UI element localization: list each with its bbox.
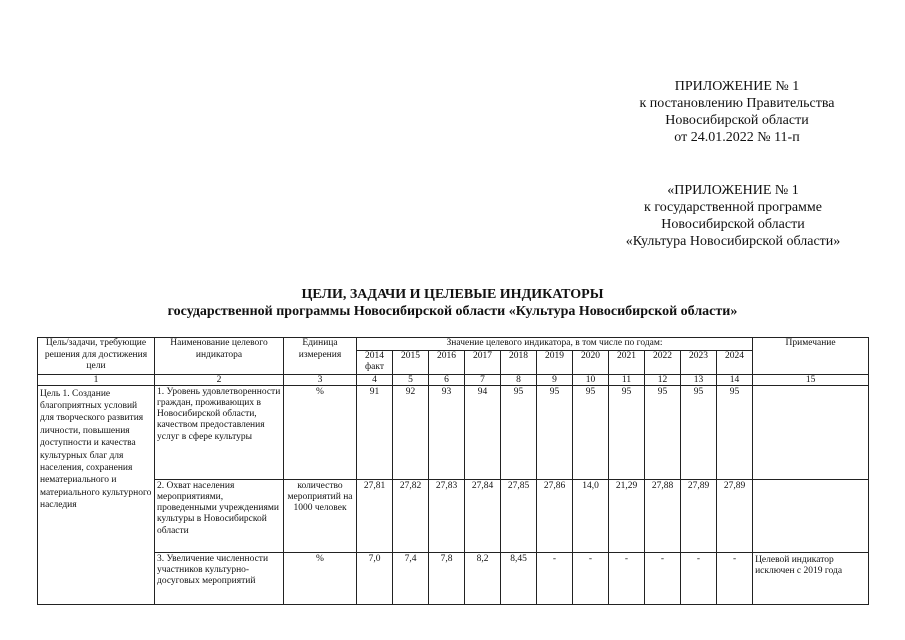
value-cell: 8,45 — [501, 552, 537, 604]
unit-cell: % — [284, 552, 357, 604]
column-number: 3 — [284, 374, 357, 385]
value-cell: 94 — [465, 385, 501, 479]
value-cell: 27,89 — [681, 479, 717, 552]
annex-program-block — [600, 182, 866, 250]
indicator-cell: 1. Уровень удовлетворенности граждан, проживающих в Новосибирской области, качеством предоставления услуг в сфере культуры — [155, 385, 284, 479]
year-header: 2014 факт — [357, 350, 393, 374]
indicator-cell: 2. Охват населения мероприятиями, проведенными учреждениями культуры в Новосибирской области — [155, 479, 284, 552]
year-header: 2024 — [717, 350, 753, 374]
column-number: 7 — [465, 374, 501, 385]
column-number: 8 — [501, 374, 537, 385]
annex-resolution-line: к постановлению Правительства — [639, 96, 835, 111]
column-number: 2 — [155, 374, 284, 385]
column-numbers-row — [38, 374, 869, 385]
value-cell: 27,84 — [465, 479, 501, 552]
annex-resolution-block — [612, 78, 862, 146]
column-number: 12 — [645, 374, 681, 385]
column-number: 14 — [717, 374, 753, 385]
unit-cell: количество мероприятий на 1000 человек — [284, 479, 357, 552]
year-header: 2018 — [501, 350, 537, 374]
value-cell: 95 — [609, 385, 645, 479]
year-header: 2020 — [573, 350, 609, 374]
value-cell: 27,88 — [645, 479, 681, 552]
table-row — [38, 385, 869, 479]
value-cell: 27,86 — [537, 479, 573, 552]
header-unit: Единица измерения — [284, 338, 357, 375]
column-number: 11 — [609, 374, 645, 385]
table-row — [38, 479, 869, 552]
column-number: 9 — [537, 374, 573, 385]
value-cell: 95 — [573, 385, 609, 479]
value-cell: 8,2 — [465, 552, 501, 604]
value-cell: 27,81 — [357, 479, 393, 552]
header-row — [38, 338, 869, 351]
value-cell: 21,29 — [609, 479, 645, 552]
annex-program-line: Новосибирской области — [661, 217, 805, 232]
note-cell — [753, 479, 869, 552]
column-number: 13 — [681, 374, 717, 385]
note-cell — [753, 385, 869, 479]
value-cell: 95 — [681, 385, 717, 479]
value-cell: 93 — [429, 385, 465, 479]
column-number: 10 — [573, 374, 609, 385]
value-cell: - — [681, 552, 717, 604]
document-subtitle: государственной программы Новосибирской области «Культура Новосибирской области» — [167, 304, 738, 319]
column-number: 5 — [393, 374, 429, 385]
column-number: 6 — [429, 374, 465, 385]
annex-program-line: «Культура Новосибирской области» — [625, 234, 841, 249]
year-header: 2021 — [609, 350, 645, 374]
year-header: 2016 — [429, 350, 465, 374]
value-cell: - — [717, 552, 753, 604]
value-cell: 92 — [393, 385, 429, 479]
value-cell: 91 — [357, 385, 393, 479]
year-header: 2015 — [393, 350, 429, 374]
year-header: 2019 — [537, 350, 573, 374]
annex-resolution-line: ПРИЛОЖЕНИЕ № 1 — [674, 79, 800, 94]
value-cell: - — [573, 552, 609, 604]
value-cell: 95 — [717, 385, 753, 479]
value-cell: 95 — [645, 385, 681, 479]
column-number: 4 — [357, 374, 393, 385]
value-cell: - — [537, 552, 573, 604]
value-cell: 27,83 — [429, 479, 465, 552]
value-cell: 95 — [537, 385, 573, 479]
annex-resolution-line: Новосибирской области — [665, 113, 809, 128]
header-note: Примечание — [753, 338, 869, 375]
annex-program-line: «ПРИЛОЖЕНИЕ № 1 — [667, 183, 799, 198]
value-cell: 27,82 — [393, 479, 429, 552]
value-cell: 7,8 — [429, 552, 465, 604]
document-title: ЦЕЛИ, ЗАДАЧИ И ЦЕЛЕВЫЕ ИНДИКАТОРЫ — [301, 287, 604, 302]
note-cell: Целевой индикатор исключен с 2019 года — [753, 552, 869, 604]
year-header: 2023 — [681, 350, 717, 374]
value-cell: 95 — [501, 385, 537, 479]
indicator-cell: 3. Увеличение численности участников культурно-досуговых мероприятий — [155, 552, 284, 604]
header-goal: Цель/задачи, требующие решения для достижения цели — [38, 338, 155, 375]
value-cell: 7,0 — [357, 552, 393, 604]
column-number: 1 — [38, 374, 155, 385]
annex-program-line: к государственной программе — [644, 200, 822, 215]
value-cell: - — [609, 552, 645, 604]
value-cell: 27,85 — [501, 479, 537, 552]
unit-cell: % — [284, 385, 357, 479]
table-row — [38, 552, 869, 604]
value-cell: - — [645, 552, 681, 604]
goal-cell: Цель 1. Создание благоприятных условий для творческого развития личности, повышения доступности и качества культурных благ для населения, сохранения нематериального и материального культурного наследия — [38, 385, 155, 604]
value-cell: 14,0 — [573, 479, 609, 552]
value-cell: 7,4 — [393, 552, 429, 604]
value-cell: 27,89 — [717, 479, 753, 552]
year-header: 2022 — [645, 350, 681, 374]
year-header: 2017 — [465, 350, 501, 374]
annex-resolution-line: от 24.01.2022 № 11-п — [674, 130, 800, 145]
header-indicator: Наименование целевого индикатора — [155, 338, 284, 375]
column-number: 15 — [753, 374, 869, 385]
indicators-table — [37, 337, 869, 605]
header-values-group: Значение целевого индикатора, в том числе по годам: — [357, 338, 753, 351]
